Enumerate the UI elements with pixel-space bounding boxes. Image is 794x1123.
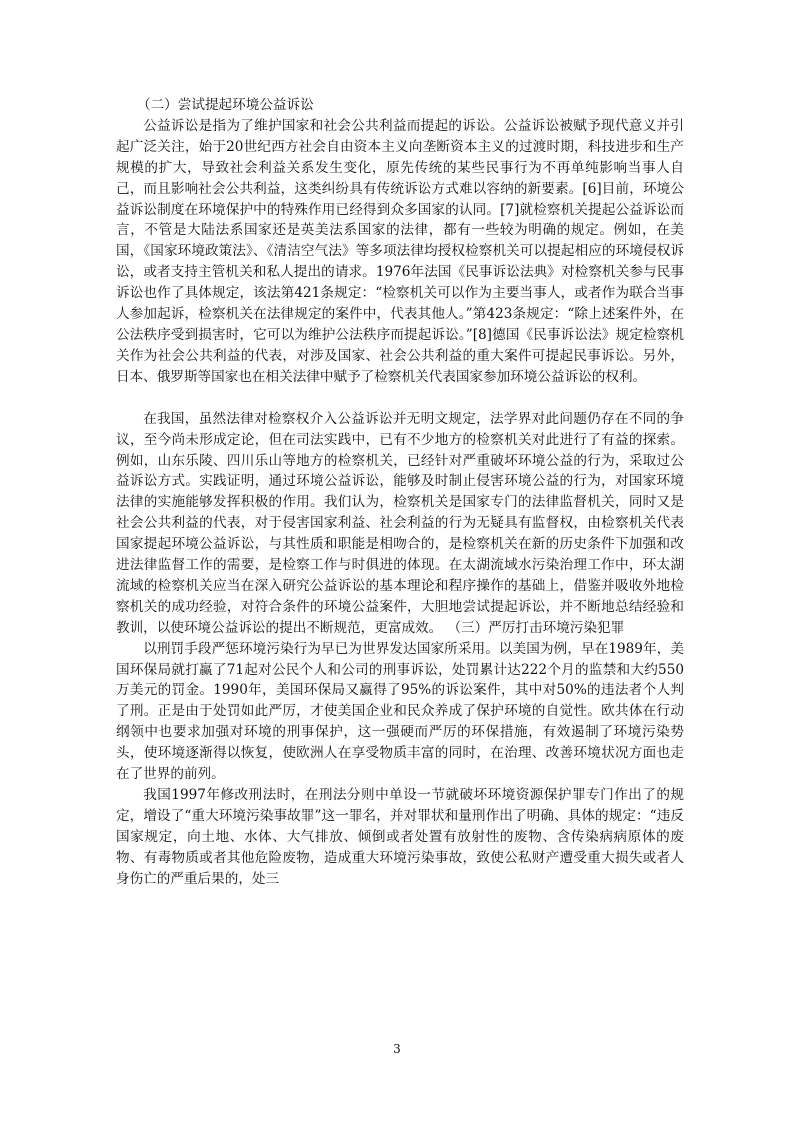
paragraph-criminal-law-1997: 我国1997年修改刑法时，在刑法分则中单设一节就破坏环境资源保护罪专门作出了的规定，增设了“重大环境污染事故罪”这一罪名，并对罪状和量刑作出了明确、具体的规定：“违反国家规定，向土地、水体、大气排放、倾倒或者处置有放射性的废物、含传染病病原体的废物、有毒物质或者其他危险废物，造成重大环境污染事故，致使公私财产遭受重大损失或者人身伤亡的严重后果的，处三 — [116, 787, 684, 887]
paragraph-china-practice — [116, 409, 684, 639]
section-heading-public-interest-litigation: （二）尝试提起环境公益诉讼 — [137, 97, 314, 113]
paragraph-criminal-punishment: 以刑罚手段严惩环境污染行为早已为世界发达国家所采用。以美国为例，早在1989年，美国环保局就打赢了71起对公民个人和公司的刑事诉讼，处罚累计达222个月的监禁和大约550万美元的罚金。1990年，美国环保局又赢得了95%的诉讼案件，其中对50%的违法者个人判了刑。正是由于处罚如此严厉，才使美国企业和民众养成了保护环境的自觉性。欧共体在行动纲领中也要求加强对环境的刑事保护，这一强硬而严厉的环保措施，有效遏制了环境污染势头，使环境逐渐得以恢复，使欧洲人在享受物质丰富的同时，在治理、改善环境状况方面也走在了世界的前列。 — [116, 640, 684, 783]
paragraph-china-practice-text: 在我国，虽然法律对检察权介入公益诉讼并无明文规定，法学界对此问题仍存在不同的争议，至今尚未形成定论，但在司法实践中，已有不少地方的检察机关对此进行了有益的探索。例如，山东乐陵、四川乐山等地方的检察机关，已经针对严重破坏环境公益的行为，采取过公益诉讼方式。实践证明，通过环境公益诉讼，能够及时制止侵害环境公益的行为，对国家环境法律的实施能够发挥积极的作用。我们认为，检察机关是国家专门的法律监督机关，同时又是社会公共利益的代表，对于侵害国家利益、社会利益的行为无疑具有监督权，由检察机关代表国家提起环境公益诉讼，与其性质和职能是相吻合的，是检察机关在新的历史条件下加强和改进法律监督工作的需要，是检察工作与时俱进的体现。在太湖流域水污染治理工作中，环太湖流域的检察机关应当在深入研究公益诉讼的基本理论和程序操作的基础上，借鉴并吸收外地检察机关的成功经验，对符合条件的环境公益案件，大胆地尝试提起诉讼，并不断地总结经验和教训，以使环境公益诉讼的提出不断规范，更富成效。 — [116, 410, 684, 636]
paragraph-public-interest-definition: 公益诉讼是指为了维护国家和社会公共利益而提起的诉讼。公益诉讼被赋予现代意义并引起广泛关注，始于20世纪西方社会自由资本主义向垄断资本主义的过渡时期，科技进步和生产规模的扩大，导致社会利益关系发生变化，原先传统的某些民事行为不再单纯影响当事人自己，而且影响社会公共利益，这类纠纷具有传统诉讼方式难以容纳的新要素。[6]目前，环境公益诉讼制度在环境保护中的特殊作用已经得到众多国家的认同。[7]就检察机关提起公益诉讼而言，不管是大陆法系国家还是英美法系国家的法律，都有一些较为明确的规定。例如，在美国，《国家环境政策法》、《清洁空气法》等多项法律均授权检察机关可以提起相应的环境侵权诉讼，或者支持主管机关和私人提出的请求。1976年法国《民事诉讼法典》对检察机关参与民事诉讼也作了具体规定，该法第421条规定：“检察机关可以作为主要当事人，或者作为联合当事人参加起诉，检察机关在法律规定的案件中，代表其他人。”第423条规定：“除上述案件外，在公法秩序受到损害时，它可以为维护公法秩序而提起诉讼。”[8]德国《民事诉讼法》规定检察机关作为社会公共利益的代表，对涉及国家、社会公共利益的重大案件可提起民事诉讼。另外，日本、俄罗斯等国家也在相关法律中赋予了检察机关代表国家参加环境公益诉讼的权利。 — [116, 117, 684, 385]
paragraph-spacer — [116, 388, 684, 409]
page-number: 3 — [393, 1042, 401, 1056]
section-heading-environmental-crime: （三）严厉打击环境污染犯罪 — [454, 619, 625, 636]
document-body — [116, 95, 684, 890]
